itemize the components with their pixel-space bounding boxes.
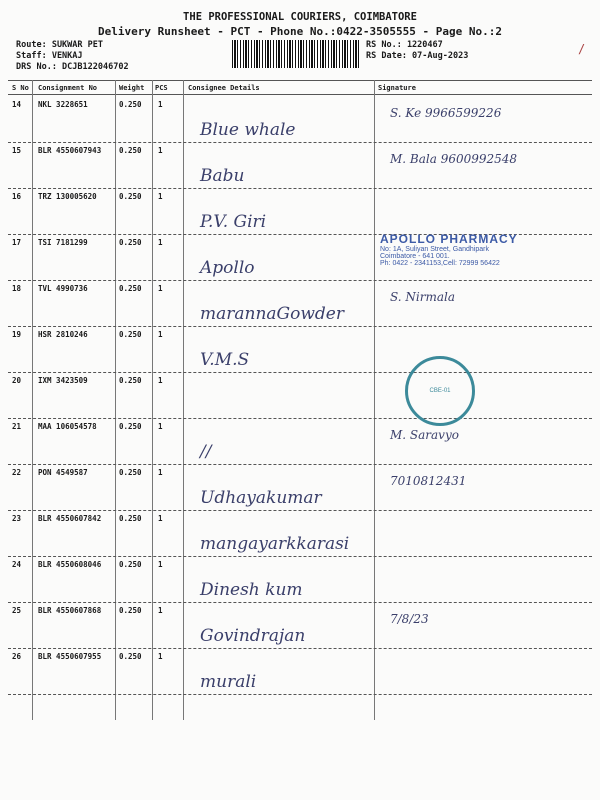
col-divider <box>115 80 116 720</box>
row-sno: 18 <box>12 284 22 293</box>
row-consignment-no: BLR 4550607868 <box>38 606 102 615</box>
row-signature: 7/8/23 <box>390 612 429 626</box>
col-header-consignee: Consignee Details <box>188 84 260 92</box>
staff-label: Staff: VENKAJ <box>16 51 83 61</box>
row-signature: S. Ke 9966599226 <box>390 106 502 120</box>
row-consignment-no: PON 4549587 <box>38 468 88 477</box>
row-pcs: 1 <box>158 560 163 569</box>
row-weight: 0.250 <box>119 238 142 247</box>
pen-mark: / <box>578 42 586 56</box>
row-sno: 17 <box>12 238 22 247</box>
row-consignee-handwriting: Apollo <box>200 258 255 278</box>
row-consignment-no: HSR 2810246 <box>38 330 88 339</box>
row-weight: 0.250 <box>119 192 142 201</box>
row-weight: 0.250 <box>119 606 142 615</box>
col-divider <box>152 80 153 720</box>
row-signature: M. Bala 9600992548 <box>390 152 518 166</box>
row-pcs: 1 <box>158 192 163 201</box>
row-weight: 0.250 <box>119 376 142 385</box>
row-separator <box>8 556 592 557</box>
col-divider <box>183 80 184 720</box>
row-pcs: 1 <box>158 146 163 155</box>
row-consignment-no: TVL 4990736 <box>38 284 88 293</box>
row-consignee-handwriting: marannaGowder <box>200 304 344 324</box>
rs-date: RS Date: 07-Aug-2023 <box>366 51 469 61</box>
row-sno: 16 <box>12 192 22 201</box>
row-pcs: 1 <box>158 468 163 477</box>
row-signature: M. Saravyo <box>390 428 459 442</box>
row-separator <box>8 418 592 419</box>
row-consignment-no: MAA 106054578 <box>38 422 97 431</box>
row-weight: 0.250 <box>119 468 142 477</box>
col-divider <box>32 80 33 720</box>
col-header-pcs: PCS <box>155 84 168 92</box>
row-sno: 25 <box>12 606 22 615</box>
row-signature: 7010812431 <box>390 474 467 488</box>
row-weight: 0.250 <box>119 560 142 569</box>
row-pcs: 1 <box>158 514 163 523</box>
row-pcs: 1 <box>158 376 163 385</box>
table-top-rule <box>8 80 592 81</box>
row-pcs: 1 <box>158 100 163 109</box>
row-pcs: 1 <box>158 606 163 615</box>
header-bottom-rule <box>8 94 592 95</box>
row-consignee-handwriting: // <box>200 442 212 462</box>
row-pcs: 1 <box>158 284 163 293</box>
row-weight: 0.250 <box>119 514 142 523</box>
row-pcs: 1 <box>158 238 163 247</box>
barcode-image <box>232 40 360 68</box>
row-consignee-handwriting: Govindrajan <box>200 626 306 646</box>
row-sno: 15 <box>12 146 22 155</box>
col-header-weight: Weight <box>119 84 145 92</box>
row-separator <box>8 694 592 695</box>
row-consignment-no: BLR 4550608046 <box>38 560 102 569</box>
row-weight: 0.250 <box>119 330 142 339</box>
company-title: THE PROFESSIONAL COURIERS, COIMBATORE <box>183 11 417 23</box>
row-signature: S. Nirmala <box>390 290 456 304</box>
stamp-phone: Ph: 0422 - 2341153,Cell: 72999 56422 <box>380 260 500 267</box>
stamp-name: APOLLO PHARMACY <box>380 232 518 246</box>
row-sno: 26 <box>12 652 22 661</box>
row-sno: 19 <box>12 330 22 339</box>
row-consignment-no: BLR 4550607943 <box>38 146 102 155</box>
row-pcs: 1 <box>158 422 163 431</box>
row-consignment-no: BLR 4550607955 <box>38 652 102 661</box>
row-weight: 0.250 <box>119 146 142 155</box>
row-consignment-no: IXM 3423509 <box>38 376 88 385</box>
row-consignment-no: NKL 3228651 <box>38 100 88 109</box>
col-divider <box>374 80 375 720</box>
row-weight: 0.250 <box>119 652 142 661</box>
row-pcs: 1 <box>158 652 163 661</box>
row-consignment-no: BLR 4550607842 <box>38 514 102 523</box>
runsheet-subtitle: Delivery Runsheet - PCT - Phone No.:0422-3505555 - Page No.:2 <box>98 25 502 38</box>
row-separator <box>8 602 592 603</box>
seal-code: CBE-01 <box>429 388 451 394</box>
row-consignee-handwriting: Dinesh kum <box>200 580 303 600</box>
row-consignment-no: TSI 7181299 <box>38 238 88 247</box>
row-sno: 21 <box>12 422 22 431</box>
row-sno: 23 <box>12 514 22 523</box>
row-separator <box>8 188 592 189</box>
row-consignee-handwriting: Babu <box>200 166 245 186</box>
row-consignee-handwriting: Udhayakumar <box>200 488 322 508</box>
row-consignee-handwriting: Blue whale <box>200 120 296 140</box>
col-header-sno: S No <box>12 84 29 92</box>
route-label: Route: SUKWAR PET <box>16 40 103 50</box>
row-pcs: 1 <box>158 330 163 339</box>
apollo-pharmacy-stamp <box>380 232 560 288</box>
row-consignee-handwriting: murali <box>200 672 257 692</box>
rs-number: RS No.: 1220467 <box>366 40 443 50</box>
row-separator <box>8 326 592 327</box>
row-consignee-handwriting: V.M.S <box>200 350 250 370</box>
row-weight: 0.250 <box>119 100 142 109</box>
row-weight: 0.250 <box>119 422 142 431</box>
round-company-seal <box>405 356 475 426</box>
row-separator <box>8 464 592 465</box>
drs-number: DRS No.: DCJB122046702 <box>16 62 129 72</box>
row-consignee-handwriting: P.V. Giri <box>200 212 267 232</box>
row-consignment-no: TRZ 130005620 <box>38 192 97 201</box>
row-sno: 24 <box>12 560 22 569</box>
row-sno: 20 <box>12 376 22 385</box>
stamp-city: Coimbatore - 641 001. <box>380 253 450 260</box>
row-separator <box>8 648 592 649</box>
col-header-consignment: Consignment No <box>38 84 98 92</box>
row-separator <box>8 142 592 143</box>
stamp-address: No: 1A, Suliyan Street, Gandhipark <box>380 246 489 253</box>
row-separator <box>8 510 592 511</box>
row-weight: 0.250 <box>119 284 142 293</box>
row-separator <box>8 372 592 373</box>
row-consignee-handwriting: mangayarkkarasi <box>200 534 350 554</box>
row-sno: 14 <box>12 100 22 109</box>
col-header-signature: Signature <box>378 84 416 92</box>
row-sno: 22 <box>12 468 22 477</box>
